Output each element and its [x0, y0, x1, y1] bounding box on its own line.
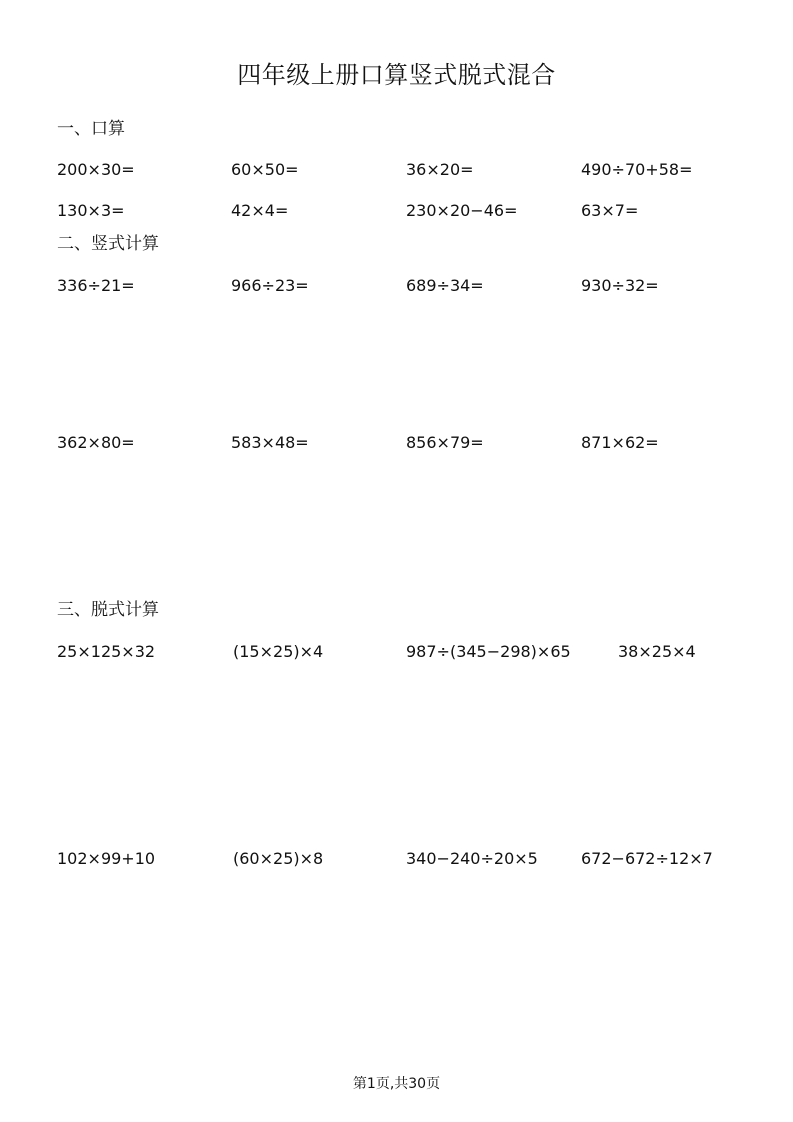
vertical-problem: 930÷32=	[581, 276, 659, 295]
stepwise-problem: (60×25)×8	[233, 849, 324, 868]
oral-problem: 130×3=	[57, 201, 125, 220]
stepwise-problem: 672−672÷12×7	[581, 849, 713, 868]
stepwise-problem: 340−240÷20×5	[406, 849, 538, 868]
vertical-problem: 856×79=	[406, 433, 484, 452]
oral-problem: 490÷70+58=	[581, 160, 693, 179]
stepwise-problem: 25×125×32	[57, 642, 156, 661]
oral-problem: 42×4=	[231, 201, 289, 220]
vertical-problem: 583×48=	[231, 433, 309, 452]
stepwise-problem: (15×25)×4	[233, 642, 324, 661]
section-heading-oral: 一、口算	[57, 119, 125, 139]
page-footer: 第1页,共30页	[352, 1076, 441, 1092]
section-heading-stepwise: 三、脱式计算	[57, 600, 159, 620]
vertical-problem: 966÷23=	[231, 276, 309, 295]
page-title: 四年级上册口算竖式脱式混合	[237, 61, 556, 89]
vertical-problem: 689÷34=	[406, 276, 484, 295]
vertical-problem: 871×62=	[581, 433, 659, 452]
stepwise-problem: 38×25×4	[618, 642, 696, 661]
oral-problem: 63×7=	[581, 201, 639, 220]
stepwise-problem: 987÷(345−298)×65	[406, 642, 571, 661]
section-heading-vertical: 二、竖式计算	[57, 234, 159, 254]
oral-problem: 60×50=	[231, 160, 299, 179]
stepwise-problem: 102×99+10	[57, 849, 156, 868]
oral-problem: 36×20=	[406, 160, 474, 179]
oral-problem: 200×30=	[57, 160, 135, 179]
oral-problem: 230×20−46=	[406, 201, 518, 220]
vertical-problem: 362×80=	[57, 433, 135, 452]
vertical-problem: 336÷21=	[57, 276, 135, 295]
